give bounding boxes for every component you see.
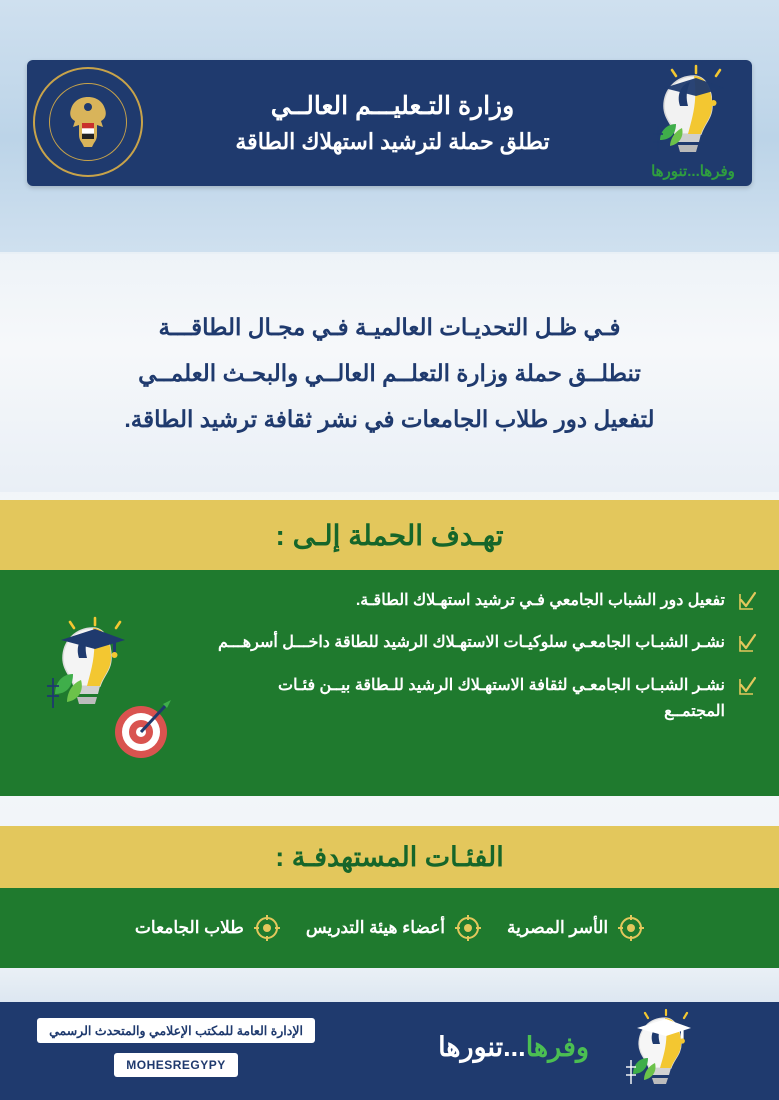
ministry-emblem bbox=[27, 61, 151, 185]
target-bullet-icon bbox=[254, 915, 280, 941]
goal-item bbox=[214, 673, 759, 726]
footer-slogan-green: وفرها bbox=[525, 1032, 589, 1062]
check-icon bbox=[733, 675, 759, 697]
target-bullet-icon bbox=[618, 915, 644, 941]
header-band bbox=[0, 0, 779, 252]
footer-handle[interactable]: MOHESREGYPY bbox=[114, 1053, 238, 1077]
footer-slogan-white: ...تنورها bbox=[438, 1032, 526, 1062]
target-item bbox=[306, 915, 481, 941]
targets-heading: الفئـات المستهدفـة : bbox=[275, 841, 504, 872]
footer-credits bbox=[26, 1018, 326, 1077]
targets-section bbox=[0, 888, 779, 968]
goal-item bbox=[214, 588, 759, 614]
goal-item bbox=[214, 630, 759, 656]
intro-text bbox=[40, 304, 740, 442]
goal-text: نشـر الشبـاب الجامعـي سلوكيـات الاستهـلاك الرشيد للطاقة داخـــل أسرهـــم bbox=[218, 634, 725, 652]
goals-illustration bbox=[23, 610, 213, 790]
footer-office-line: الإدارة العامة للمكتب الإعلامي والمتحدث الرسمي bbox=[37, 1018, 315, 1043]
target-label: أعضاء هيئة التدريس bbox=[305, 918, 445, 937]
header-title-line1: وزارة التـعليـــم العالــي bbox=[270, 92, 515, 121]
goal-text: تفعيل دور الشباب الجامعي فـي ترشيد استهـلاك الطاقـة. bbox=[355, 592, 725, 609]
intro-line-1: فـي ظـل التحديـات العالميـة فـي مجـال الطاقـــة bbox=[158, 314, 621, 340]
footer-band bbox=[0, 1002, 779, 1100]
target-item bbox=[135, 915, 280, 941]
target-label: الأسر المصرية bbox=[506, 918, 609, 937]
goal-text: نشـر الشبـاب الجامعـي لثقافة الاستهـلاك الرشيد للـطاقة بيــن فئـات المجتمــع bbox=[278, 676, 725, 721]
targets-heading-band bbox=[0, 826, 779, 888]
intro-line-2: تنطلــق حملة وزارة التعلــم العالــي والبحـث العلمــي bbox=[138, 360, 641, 386]
footer-slogan bbox=[438, 1032, 589, 1063]
footer-bulb-logo bbox=[615, 1008, 719, 1096]
emblem-circle bbox=[33, 67, 143, 177]
campaign-bulb-logo bbox=[634, 60, 752, 186]
bulb-icon bbox=[615, 1008, 719, 1096]
goals-list bbox=[214, 588, 759, 742]
header-title bbox=[151, 88, 634, 157]
campaign-slogan: وفرها...تنورها bbox=[651, 163, 735, 180]
check-icon bbox=[733, 632, 759, 654]
footer-spacer bbox=[0, 968, 779, 1002]
bulb-and-target-icon bbox=[23, 610, 213, 785]
target-bullet-icon bbox=[455, 915, 481, 941]
eagle-of-saladin-icon bbox=[59, 91, 117, 153]
intro-section bbox=[0, 254, 779, 492]
target-label: طلاب الجامعات bbox=[134, 918, 244, 937]
target-item bbox=[507, 915, 644, 941]
intro-line-3: لتفعيل دور طلاب الجامعات في نشر ثقافة ترشيد الطاقة. bbox=[124, 406, 655, 432]
check-icon bbox=[733, 590, 759, 612]
bulb-icon bbox=[634, 60, 752, 168]
header-title-line2: تطلق حملة لترشيد استهلاك الطاقة bbox=[235, 128, 550, 154]
goals-section bbox=[0, 570, 779, 796]
goals-heading: تهـدف الحملة إلـى : bbox=[275, 519, 504, 551]
header-card bbox=[27, 60, 752, 186]
emblem-inner-ring bbox=[49, 83, 127, 161]
goals-heading-band bbox=[0, 500, 779, 570]
